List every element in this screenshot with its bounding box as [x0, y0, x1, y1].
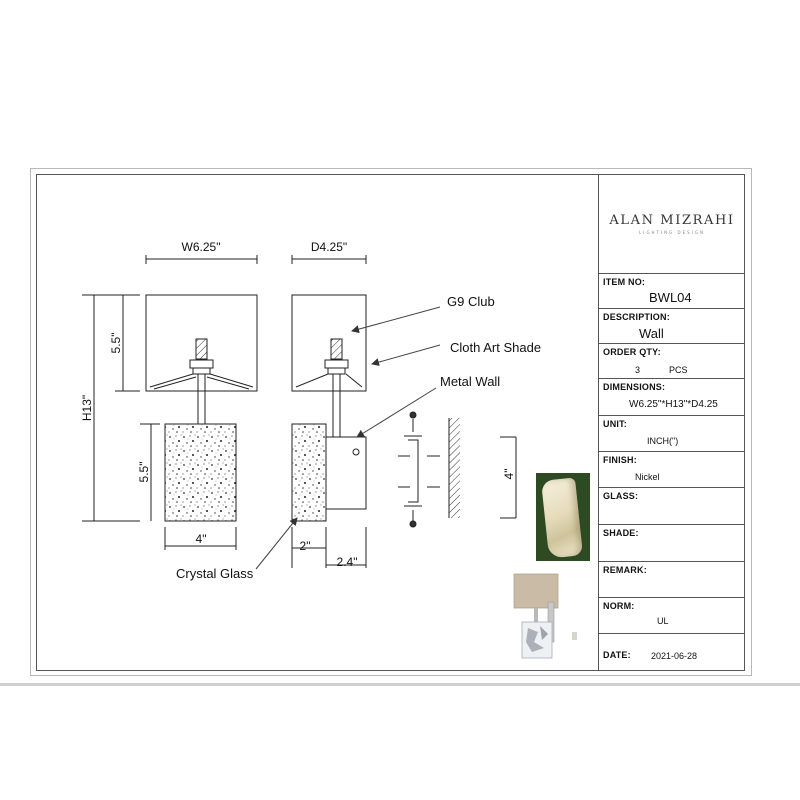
remark-label: REMARK:: [603, 565, 647, 575]
shade-height-label: 5.5": [109, 332, 123, 354]
norm-label: NORM:: [603, 601, 635, 611]
side-plate-depth-label: 2.4": [336, 555, 358, 569]
mounting-bracket-detail: [398, 412, 516, 527]
order-qty-unit: PCS: [669, 365, 688, 375]
glass-label: GLASS:: [603, 491, 639, 501]
brand-logo: [599, 174, 745, 274]
glass-width-label: 4": [195, 532, 207, 546]
unit-value: INCH("): [647, 436, 679, 446]
shade-label: SHADE:: [603, 528, 639, 538]
dimensions-row: [599, 379, 745, 416]
callout-metal-wall: Metal Wall: [440, 374, 501, 389]
glass-height-label: 5.5": [137, 461, 151, 483]
callout-crystal-glass: Crystal Glass: [176, 566, 254, 581]
side-glass-depth-label: 2": [299, 539, 311, 553]
finish-value: Nickel: [635, 472, 660, 482]
item-no-label: ITEM NO:: [603, 277, 646, 287]
finish-row: [599, 452, 745, 488]
sconce-photo-image: [508, 572, 590, 662]
order-qty-value: 3: [635, 365, 641, 375]
norm-value: UL: [657, 616, 669, 626]
front-view: [82, 255, 257, 550]
brand-name: ALAN MIZRAHI: [609, 212, 735, 228]
date-label: DATE:: [603, 650, 631, 660]
unit-row: [599, 416, 745, 452]
remark-row: [599, 562, 745, 598]
callout-g9-club: G9 Club: [447, 294, 495, 309]
order-qty-label: ORDER QTY:: [603, 347, 661, 357]
dimensions-label: DIMENSIONS:: [603, 382, 666, 392]
width-dimension-label: W6.25": [181, 240, 221, 254]
glass-row: [599, 488, 745, 525]
callout-cloth-shade: Cloth Art Shade: [450, 340, 542, 355]
item-no-value: BWL04: [649, 290, 692, 305]
unit-label: UNIT:: [603, 419, 627, 429]
brand-subtitle: LIGHTING DESIGN: [639, 229, 705, 235]
description-value: Wall: [639, 326, 664, 341]
title-block: [598, 174, 745, 671]
product-photo-glass: [536, 473, 590, 561]
description-label: DESCRIPTION:: [603, 312, 670, 322]
height-total-label: H13": [80, 394, 94, 422]
finish-label: FINISH:: [603, 455, 637, 465]
shade-row: [599, 525, 745, 562]
description-row: [599, 309, 745, 344]
bracket-height-label: 4": [502, 468, 516, 480]
depth-dimension-label: D4.25": [310, 240, 348, 254]
norm-row: [599, 598, 745, 634]
crystal-stone-image: [541, 477, 583, 558]
order-qty-row: [599, 344, 745, 379]
item-no-row: [599, 274, 745, 309]
product-photo-sconce: [508, 572, 590, 662]
dimensions-value: W6.25"*H13"*D4.25: [629, 399, 718, 410]
date-row: [599, 634, 745, 671]
side-view: [292, 255, 366, 568]
date-value: 2021-06-28: [651, 651, 698, 661]
